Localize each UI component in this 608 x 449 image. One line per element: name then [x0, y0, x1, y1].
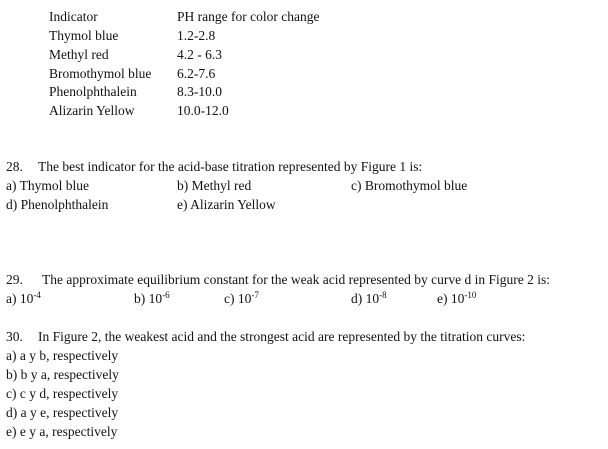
exponent: -7 [251, 290, 259, 300]
table-header-indicator: Indicator [49, 9, 98, 24]
table-header-range: PH range for color change [177, 9, 320, 24]
answer-option-c: c) c y d, respectively [6, 386, 119, 401]
question-text: The best indicator for the acid-base titration represented by Figure 1 is: [38, 159, 423, 174]
table-cell-range: 6.2-7.6 [177, 66, 216, 81]
exponent: -10 [464, 290, 477, 300]
table-cell-range: 1.2-2.8 [177, 28, 216, 43]
question-text: In Figure 2, the weakest acid and the strongest acid are represented by the titration curves: [38, 329, 526, 344]
answer-option-b: b) b y a, respectively [6, 367, 119, 382]
answer-option-c: c) $10^{-7}$ [224, 290, 259, 306]
answer-option-e: e) e y a, respectively [6, 424, 118, 439]
table-cell-indicator: Methyl red [49, 47, 109, 62]
question-number: 29. [6, 272, 23, 287]
answer-option-b: b) Methyl red [177, 178, 252, 193]
answer-option-a: a) a y b, respectively [6, 348, 119, 363]
answer-option-a: a) Thymol blue [6, 178, 89, 193]
table-cell-range: 10.0-12.0 [177, 103, 229, 118]
table-cell-indicator: Thymol blue [49, 28, 119, 43]
answer-option-d: d) Phenolphthalein [6, 197, 109, 212]
answer-option-e: e) Alizarin Yellow [177, 197, 276, 212]
exponent: -8 [379, 290, 387, 300]
question-text: The approximate equilibrium constant for the weak acid represented by curve d in Figure 2 is: [42, 272, 550, 287]
table-cell-indicator: Phenolphthalein [49, 84, 137, 99]
table-cell-indicator: Alizarin Yellow [49, 103, 135, 118]
exponent: -6 [162, 290, 170, 300]
answer-option-d: d) $10^{-8}$ [351, 290, 387, 306]
answer-option-d: d) a y e, respectively [6, 405, 119, 420]
answer-option-c: c) Bromothymol blue [351, 178, 468, 193]
table-cell-range: 8.3-10.0 [177, 84, 222, 99]
question-number: 28. [6, 159, 23, 174]
exponent: -4 [33, 290, 41, 300]
answer-option-a: a) $10^{-4}$ [6, 290, 41, 306]
answer-option-b: b) $10^{-6}$ [134, 290, 170, 306]
table-cell-range: 4.2 - 6.3 [177, 47, 222, 62]
answer-option-e: e) $10^{-10}$ [437, 290, 477, 306]
question-number: 30. [6, 329, 23, 344]
table-cell-indicator: Bromothymol blue [49, 66, 152, 81]
